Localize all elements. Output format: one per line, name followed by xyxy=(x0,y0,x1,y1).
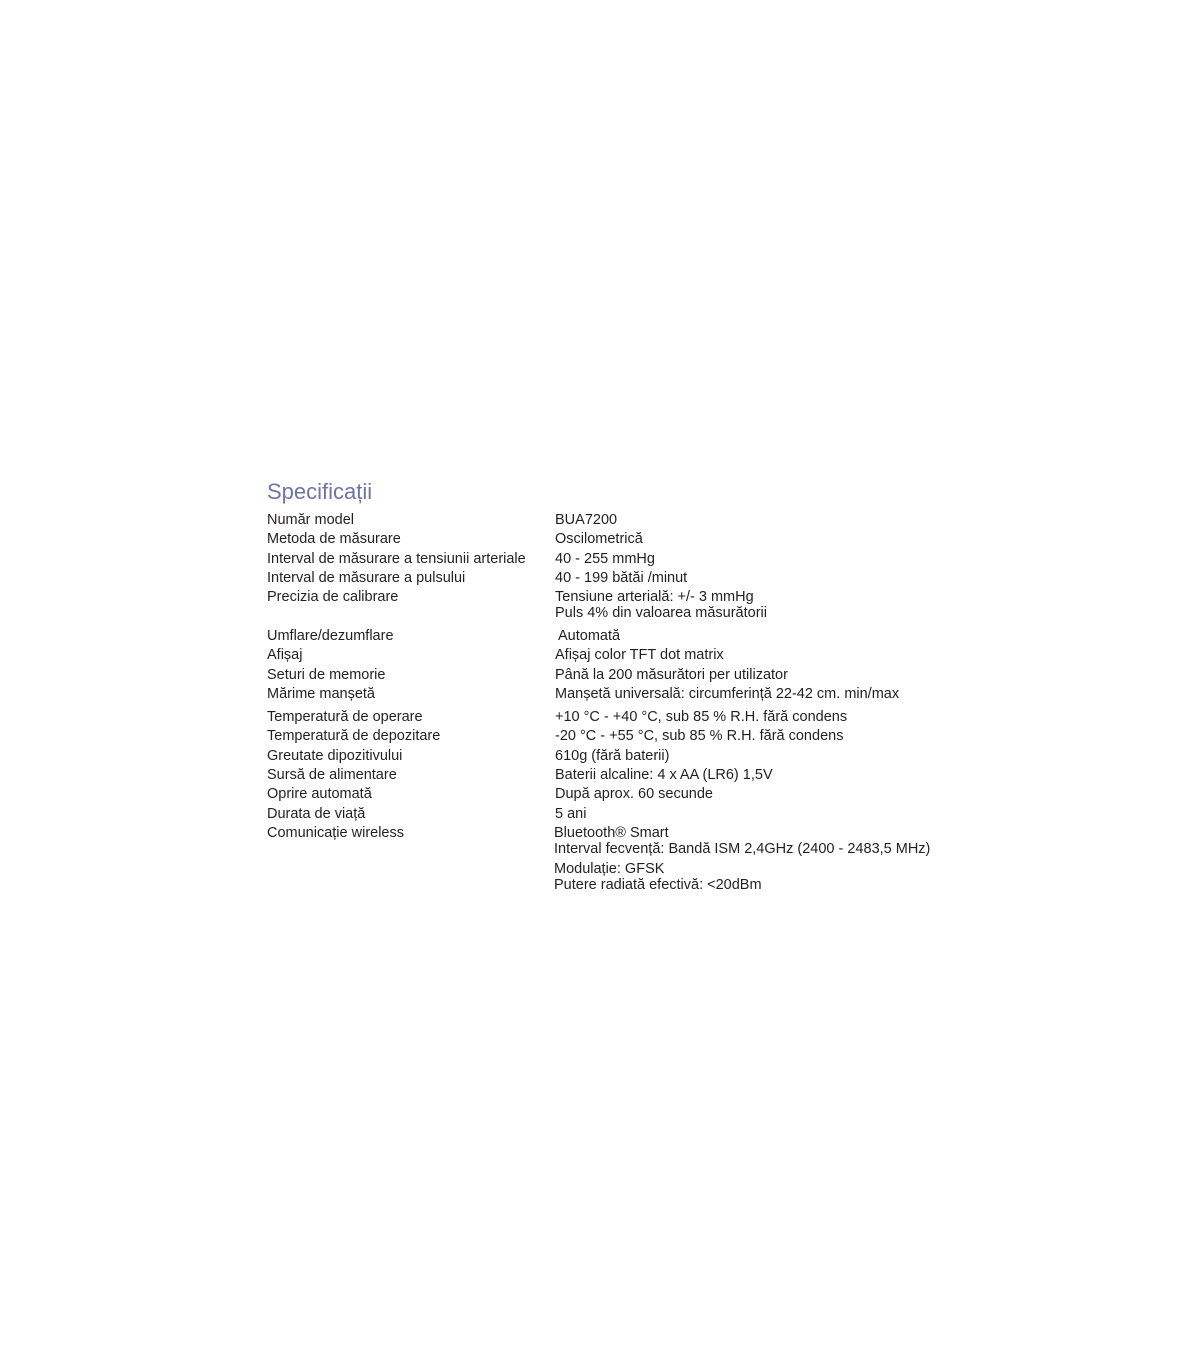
spec-label: Durata de viață xyxy=(267,805,366,822)
spec-value xyxy=(555,512,967,528)
spec-value-line: 610g (fără baterii) xyxy=(555,747,670,764)
spec-row-power-source xyxy=(267,767,967,783)
spec-value xyxy=(555,806,967,822)
spec-row-pulse-range xyxy=(267,570,967,586)
spec-label: Oprire automată xyxy=(267,786,372,803)
spec-value-line: Interval fecvență: Bandă ISM 2,4GHz (2400 - 2483,5 MHz) xyxy=(554,840,931,857)
spec-value-line: Tensiune arterială: +/- 3 mmHg xyxy=(555,589,754,606)
spec-value-line: +10 °C - +40 °C, sub 85 % R.H. fără condens xyxy=(555,709,848,726)
spec-value-line: Puls 4% din valoarea măsurătorii xyxy=(555,605,767,622)
spec-row-operating-temperature xyxy=(267,709,967,725)
spec-value-line: După aprox. 60 secunde xyxy=(555,786,713,803)
spec-value xyxy=(555,686,967,702)
spec-value-line: Modulație: GFSK xyxy=(554,860,665,877)
spec-value-line: Baterii alcaline: 4 x AA (LR6) 1,5V xyxy=(555,766,773,783)
spec-label: Metoda de măsurare xyxy=(267,531,401,548)
spec-value xyxy=(555,728,967,744)
spec-value xyxy=(555,589,967,621)
spec-value-line: Oscilometrică xyxy=(555,531,643,548)
spec-row-bp-range xyxy=(267,551,967,567)
spec-value-line: Afișaj color TFT dot matrix xyxy=(555,647,724,664)
spec-value xyxy=(555,709,967,725)
spec-label: Greutate dipozitivului xyxy=(267,747,403,764)
spec-value xyxy=(555,628,967,644)
spec-label: Interval de măsurare a tensiunii arteriale xyxy=(267,550,526,567)
spec-value-line: Până la 200 măsurători per utilizator xyxy=(555,666,788,683)
spec-value-line: 5 ani xyxy=(555,805,587,822)
spec-value-line: Automată xyxy=(558,628,621,645)
spec-value xyxy=(555,551,967,567)
spec-row-lifespan xyxy=(267,806,967,822)
spec-row-measurement-method xyxy=(267,531,967,547)
spec-value-line: 40 - 255 mmHg xyxy=(555,550,655,567)
spec-value xyxy=(555,748,967,764)
spec-label: Precizia de calibrare xyxy=(267,589,399,606)
spec-label: Sursă de alimentare xyxy=(267,766,397,783)
spec-value-line: -20 °C - +55 °C, sub 85 % R.H. fără condens xyxy=(555,728,844,745)
spec-value-line: BUA7200 xyxy=(555,512,618,528)
spec-label: Temperatură de operare xyxy=(267,709,423,726)
spec-value-line: Bluetooth® Smart xyxy=(554,824,669,841)
spec-row-auto-shutoff xyxy=(267,786,967,802)
spec-row-model-number xyxy=(267,512,967,528)
spec-label: Mărime manșetă xyxy=(267,686,375,703)
spec-value xyxy=(555,570,967,586)
spec-label: Umflare/dezumflare xyxy=(267,628,394,645)
spec-row-cuff-size xyxy=(267,686,967,702)
spec-value xyxy=(555,647,967,663)
spec-value xyxy=(555,767,967,783)
spec-label: Număr model xyxy=(267,512,355,528)
spec-label: Seturi de memorie xyxy=(267,666,386,683)
specifications-section xyxy=(267,478,967,896)
spec-label: Afișaj xyxy=(267,647,303,664)
spec-value xyxy=(554,825,967,893)
spec-label: Interval de măsurare a pulsului xyxy=(267,569,466,586)
spec-value xyxy=(555,786,967,802)
spec-value-line: Putere radiată efectivă: <20dBm xyxy=(554,876,762,893)
spec-value xyxy=(555,531,967,547)
spec-row-storage-temperature xyxy=(267,728,967,744)
spec-value-line: Manșetă universală: circumferință 22-42 cm. min/max xyxy=(555,686,900,703)
spec-row-display xyxy=(267,647,967,663)
spec-value xyxy=(555,667,967,683)
spec-label: Temperatură de depozitare xyxy=(267,728,441,745)
spec-row-calibration-accuracy xyxy=(267,589,967,621)
section-title: Specificații xyxy=(267,479,373,504)
spec-label: Comunicație wireless xyxy=(267,824,404,841)
spec-row-wireless-communication xyxy=(267,825,967,893)
spec-value-line: 40 - 199 bătăi /minut xyxy=(555,569,688,586)
spec-row-device-weight xyxy=(267,748,967,764)
spec-row-inflation xyxy=(267,628,967,644)
spec-row-memory-sets xyxy=(267,667,967,683)
